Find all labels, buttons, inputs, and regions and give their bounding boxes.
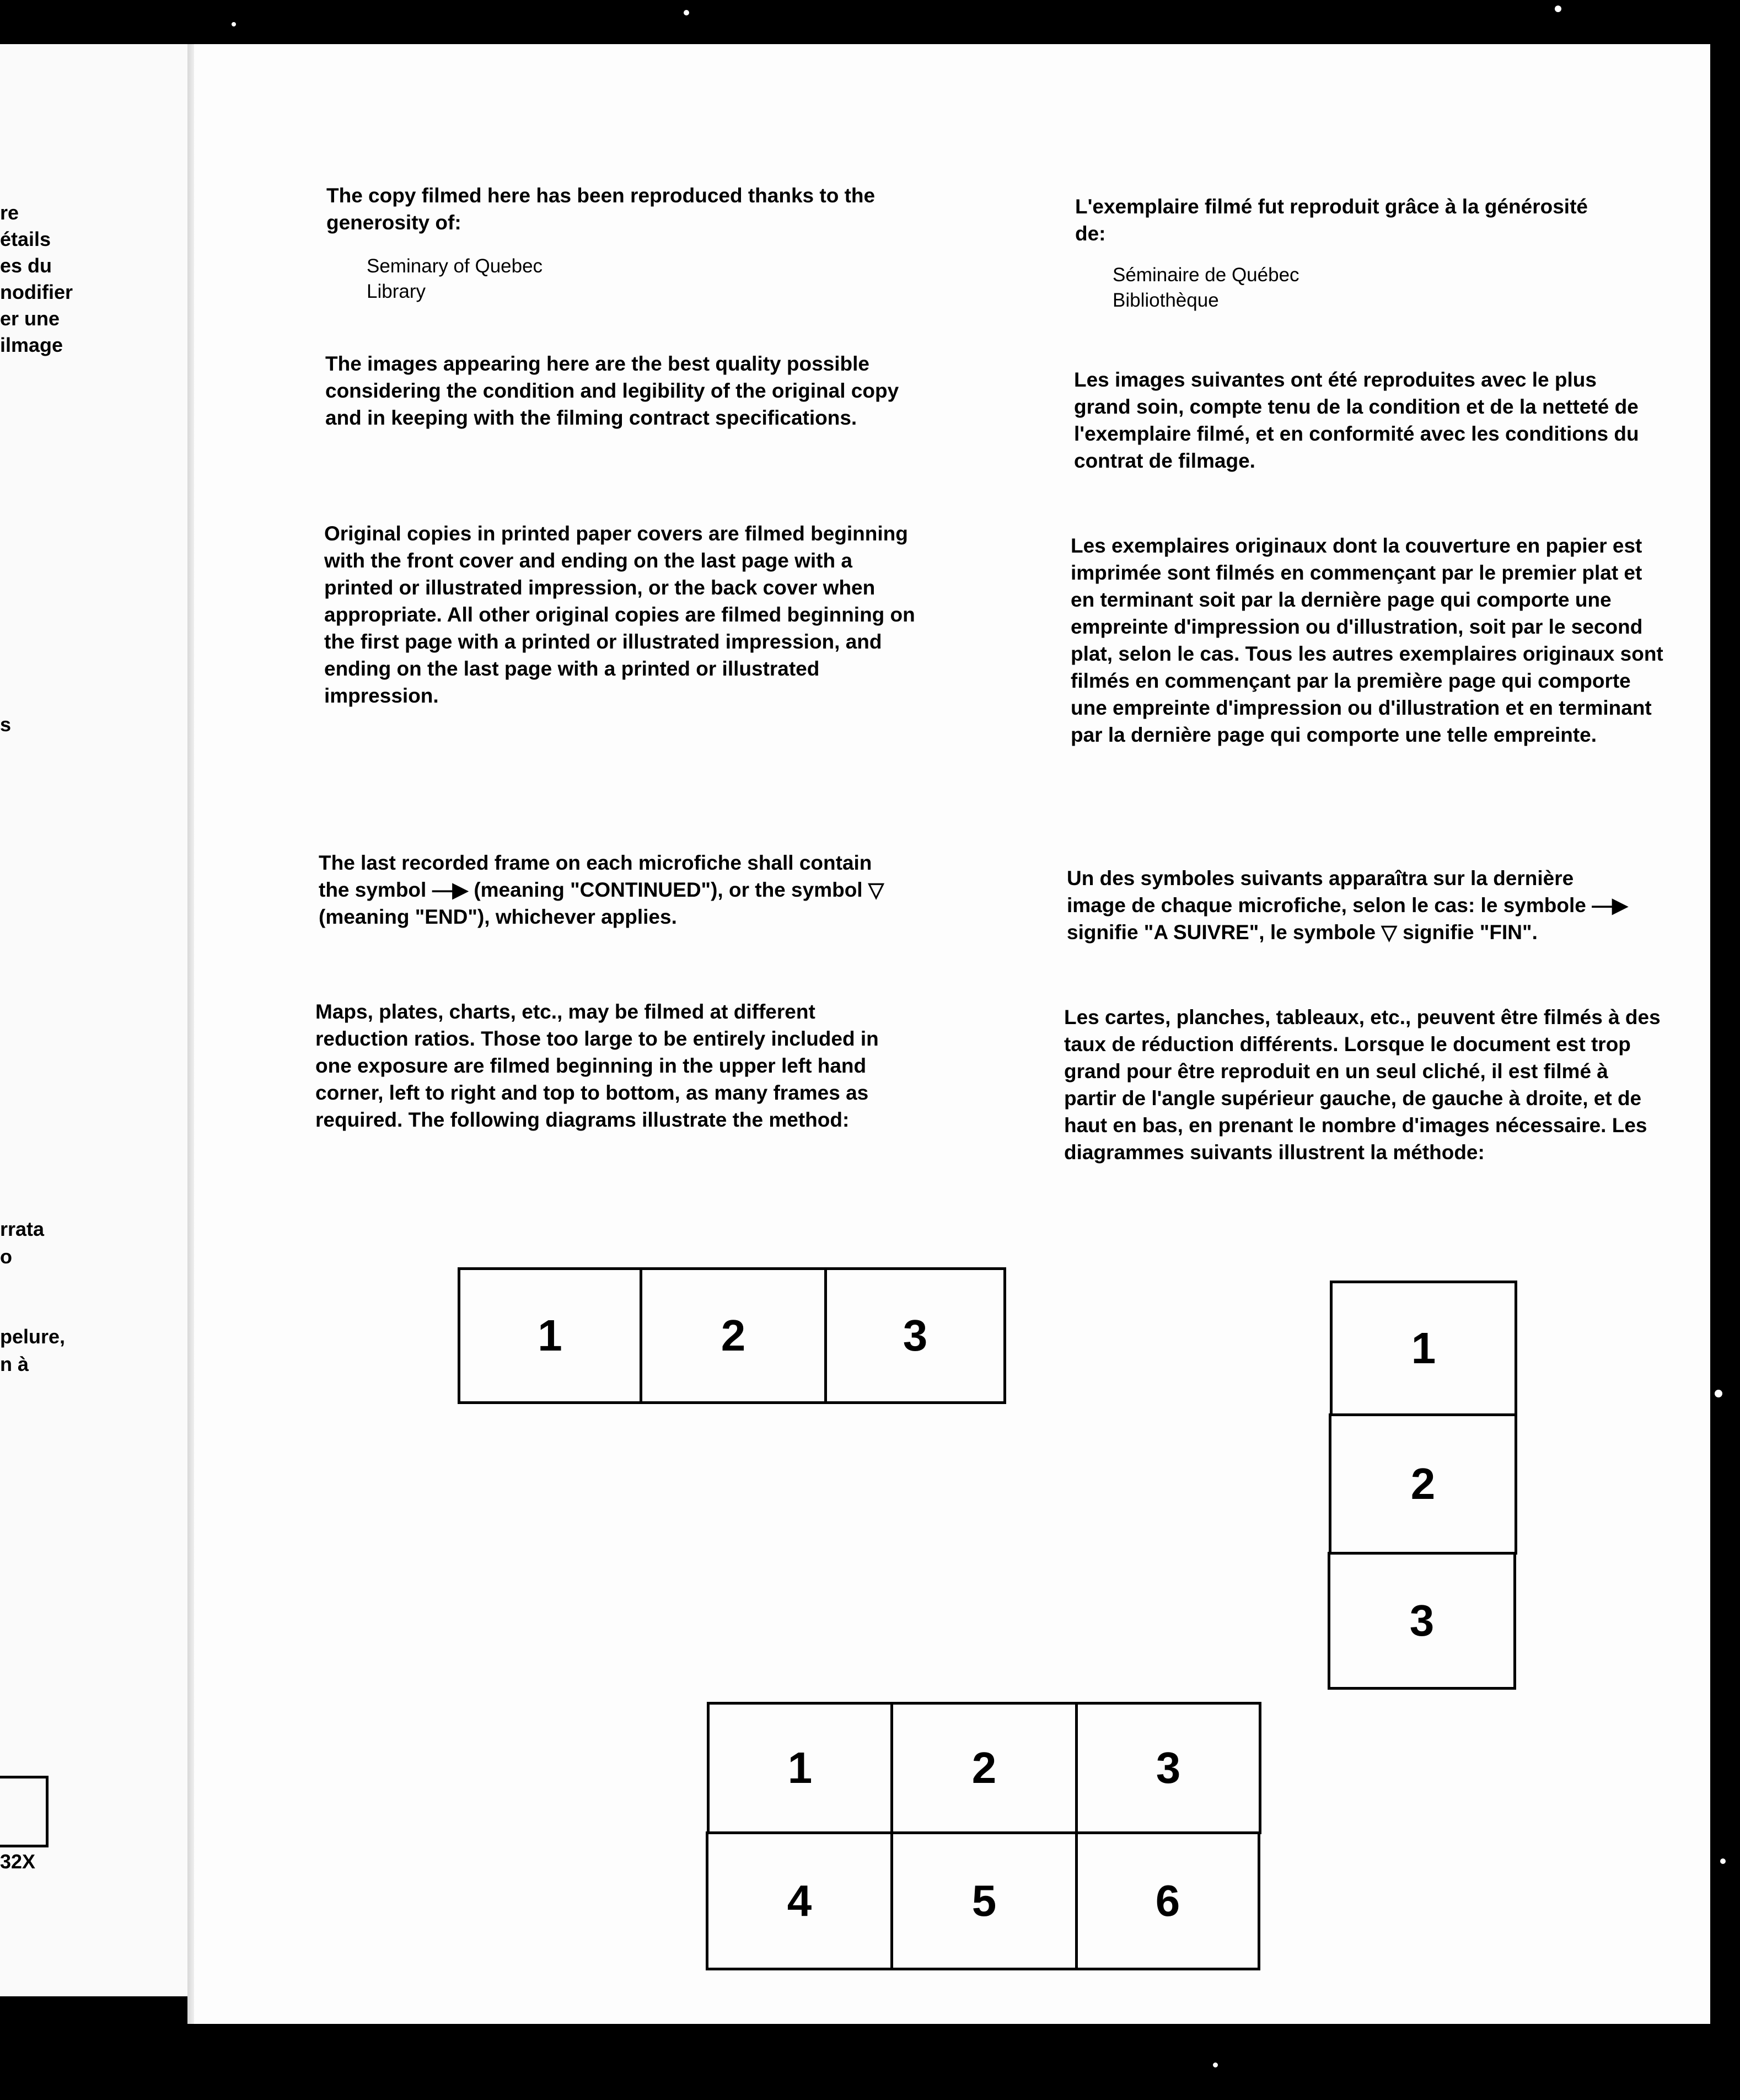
diagram-grid-cell-1: 1 (707, 1702, 893, 1834)
left-fragment: er une (0, 307, 60, 330)
scan-speck (232, 22, 236, 26)
left-fragment: nodifier (0, 281, 73, 303)
french-symbols-paragraph: Un des symboles suivants apparaîtra sur la dernière image de chaque microfiche, selon le cas: le symbole —▶ signifie "A SUIVRE", le symbole ▽ signifie "FIN". (1067, 867, 1628, 944)
diagram-horizontal-cell-1: 1 (458, 1267, 642, 1404)
left-fragment: étails (0, 228, 51, 250)
left-fragment: ilmage (0, 334, 63, 356)
diagram-horizontal-cell-3: 3 (824, 1267, 1006, 1404)
french-intro: L'exemplaire filmé fut reproduit grâce à la générosité de: (1075, 195, 1588, 245)
diagram-grid-cell-2: 2 (890, 1702, 1078, 1834)
diagram-grid-cell-6: 6 (1075, 1831, 1260, 1970)
left-fragment: es du (0, 254, 52, 277)
diagram-grid-cell-5: 5 (890, 1831, 1078, 1970)
left-scale-label: 32X (0, 1850, 36, 1873)
diagram-grid-cell-3: 3 (1075, 1702, 1261, 1834)
english-institution-dept: Library (367, 281, 426, 302)
scan-speck (1555, 6, 1561, 12)
left-scale-box (0, 1776, 49, 1847)
diagram-horizontal-cell-2: 2 (640, 1267, 827, 1404)
french-covers-paragraph: Les exemplaires originaux dont la couverture en papier est imprimée sont filmés en commençant par le premier plat et en terminant soit par la dernière page qui comporte une empreinte d'impression ou d'illustration, soit par le second plat, selon le cas. Tous les autres exemplaires originaux sont filmés en commençant par la première page qui comporte une empreinte d'impression ou d'illustration et en terminant par la dernière page qui comporte une telle empreinte. (1071, 534, 1663, 746)
french-institution-dept: Bibliothèque (1113, 290, 1219, 311)
left-fragment: pelure, (0, 1325, 66, 1348)
diagram-vertical-cell-3: 3 (1328, 1552, 1516, 1690)
english-institution-name: Seminary of Quebec (367, 255, 543, 277)
english-maps-paragraph: Maps, plates, charts, etc., may be filmed at different reduction ratios. Those too large to be entirely included in one exposure are filmed beginning in the upper left hand corner, left to right and top to bottom, as many frames as required. The following diagrams illustrate the method: (315, 1000, 879, 1131)
left-fragment: o (0, 1245, 12, 1268)
scan-speck (684, 10, 689, 15)
english-quality-paragraph: The images appearing here are the best quality possible considering the condition and legibility of the original copy and in keeping with the filming contract specifications. (325, 352, 899, 429)
french-quality-paragraph: Les images suivantes ont été reproduites avec le plus grand soin, compte tenu de la condition et de la netteté de l'exemplaire filmé, et en conformité avec les conditions du contrat de filmage. (1074, 368, 1639, 472)
french-institution (1113, 262, 1443, 313)
left-fragment: rrata (0, 1218, 45, 1240)
english-institution (367, 254, 697, 304)
left-fragment: n à (0, 1353, 29, 1375)
french-maps-paragraph: Les cartes, planches, tableaux, etc., peuvent être filmés à des taux de réduction différents. Lorsque le document est trop grand pour être reproduit en un seul cliché, il est filmé à partir de l'angle supérieur gauche, de gauche à droite, et de haut en bas, en prenant le nombre d'images nécessaire. Les diagrammes suivants illustrent la méthode: (1064, 1006, 1661, 1164)
scan-speck (1213, 2062, 1218, 2067)
diagram-grid-cell-4: 4 (706, 1831, 893, 1970)
left-fragment: re (0, 201, 19, 224)
left-fragment: s (0, 713, 12, 736)
french-institution-name: Séminaire de Québec (1113, 264, 1299, 286)
english-covers-paragraph: Original copies in printed paper covers are filmed beginning with the front cover and ending on the last page with a printed or illustrated impression, or the back cover when appropriate. All other original copies are filmed beginning on the first page with a printed or illustrated impression, and ending on the last page with a printed or illustrated impression. (324, 522, 915, 707)
diagram-vertical-cell-1: 1 (1330, 1281, 1517, 1416)
scan-speck (1720, 1858, 1726, 1864)
english-intro: The copy filmed here has been reproduced thanks to the generosity of: (326, 184, 876, 234)
scan-speck (1715, 1390, 1722, 1397)
diagram-vertical-cell-2: 2 (1329, 1413, 1517, 1555)
english-symbols-paragraph: The last recorded frame on each microfiche shall contain the symbol —▶ (meaning "CONTINUED"), or the symbol ▽ (meaning "END"), whichever applies. (319, 851, 884, 928)
